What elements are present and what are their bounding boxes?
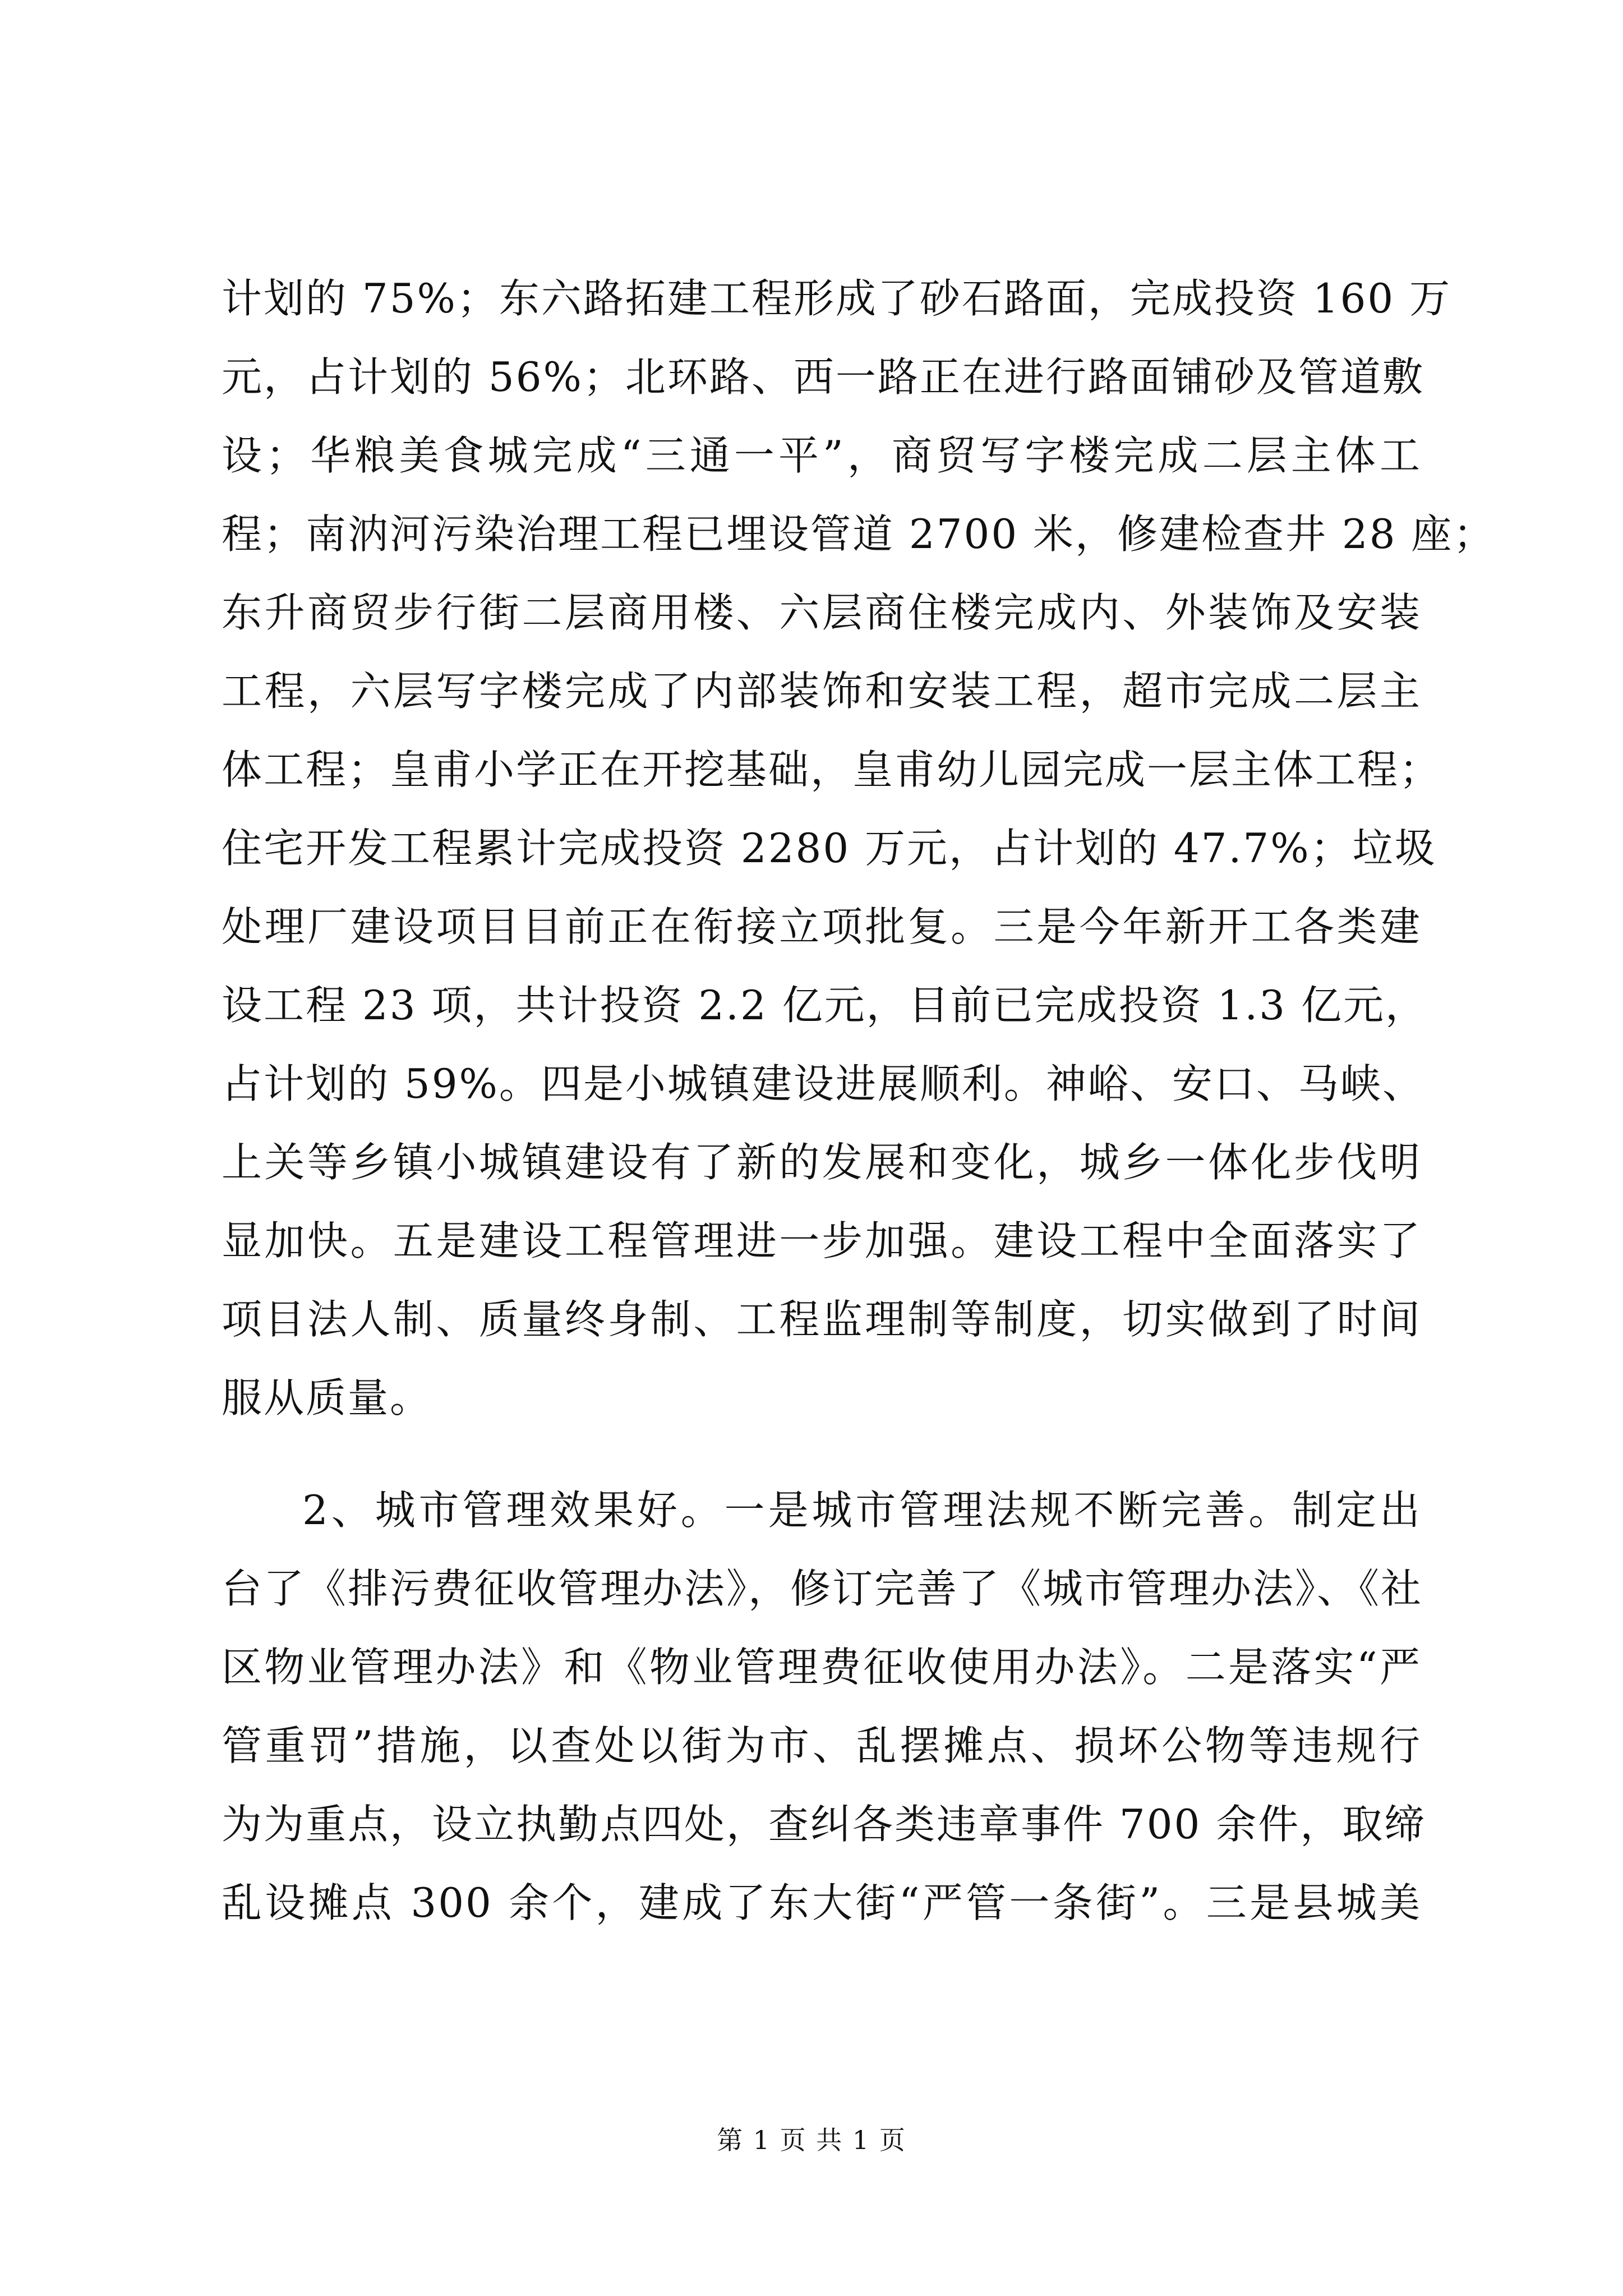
text-line: 程；南汭河污染治理工程已埋设管道 2700 米，修建检查井 28 座； [222, 510, 1496, 558]
text-line: 台了《排污费征收管理办法》，修订完善了《城市管理办法》、《社 [222, 1565, 1423, 1612]
text-line: 乱设摊点 300 余个，建成了东大街“严管一条街”。三是县城美 [222, 1879, 1422, 1926]
text-line: 管重罚”措施，以查处以街为市、乱摆摊点、损坏公物等违规行 [222, 1722, 1422, 1769]
text-line: 上关等乡镇小城镇建设有了新的发展和变化，城乡一体化步伐明 [222, 1139, 1422, 1186]
body-text [222, 259, 1496, 1942]
text-line: 计划的 75%；东六路拓建工程形成了砂石路面，完成投资 160 万 [222, 275, 1452, 322]
text-line: 服从质量。 [222, 1374, 432, 1421]
paragraph-gap [222, 1437, 1422, 1471]
text-line: 为为重点，设立执勤点四处，查纠各类违章事件 700 余件，取缔 [222, 1801, 1427, 1848]
text-line: 住宅开发工程累计完成投资 2280 万元，占计划的 47.7%；垃圾 [222, 825, 1437, 872]
text-line: 元，占计划的 56%；北环路、西一路正在进行路面铺砂及管道敷 [222, 353, 1424, 401]
text-line: 占计划的 59%。四是小城镇建设进展顺利。神峪、安口、马峡、 [222, 1060, 1424, 1107]
text-line: 设工程 23 项，共计投资 2.2 亿元，目前已完成投资 1.3 亿元， [222, 982, 1427, 1029]
page-footer: 第 1 页 共 1 页 [717, 2125, 906, 2155]
text-line: 2、城市管理效果好。一是城市管理法规不断完善。制定出 [302, 1487, 1422, 1534]
text-line: 区物业管理办法》和《物业管理费征收使用办法》。二是落实“严 [222, 1644, 1422, 1691]
text-line: 显加快。五是建设工程管理进一步加强。建设工程中全面落实了 [222, 1217, 1422, 1264]
text-line: 设；华粮美食城完成“三通一平”，商贸写字楼完成二层主体工 [222, 432, 1422, 479]
text-line: 东升商贸步行街二层商用楼、六层商住楼完成内、外装饰及安装 [222, 589, 1422, 636]
text-line: 处理厂建设项目目前正在衔接立项批复。三是今年新开工各类建 [222, 903, 1422, 950]
text-line: 工程，六层写字楼完成了内部装饰和安装工程，超市完成二层主 [222, 668, 1422, 715]
text-line: 项目法人制、质量终身制、工程监理制等制度，切实做到了时间 [222, 1296, 1422, 1343]
text-line: 体工程；皇甫小学正在开挖基础，皇甫幼儿园完成一层主体工程； [222, 746, 1442, 793]
